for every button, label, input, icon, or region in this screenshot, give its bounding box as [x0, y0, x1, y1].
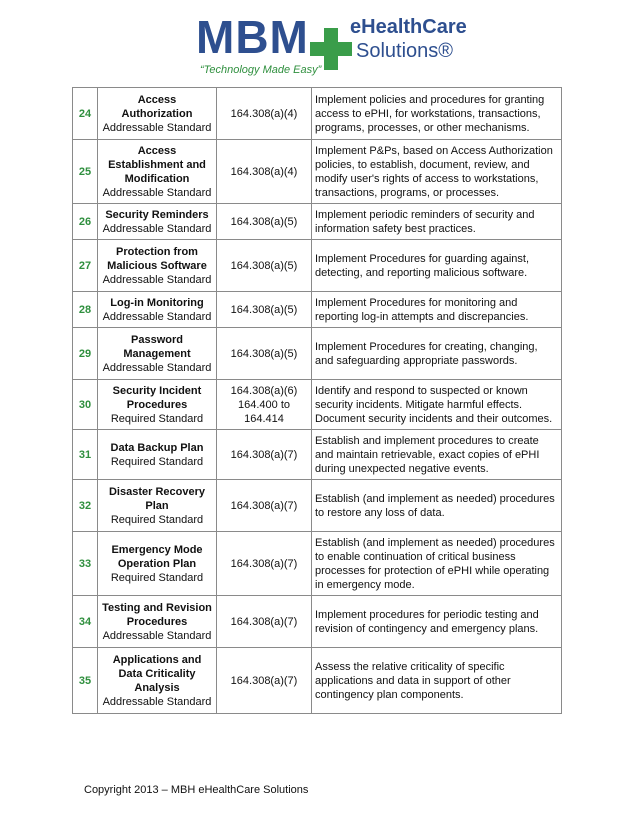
- row-number: 28: [73, 292, 98, 328]
- row-number: 34: [73, 596, 98, 648]
- regulation-reference: 164.308(a)(7): [217, 480, 312, 532]
- standard-name-cell: [98, 140, 217, 204]
- standard-name-cell: [98, 532, 217, 596]
- requirement-description: Implement Procedures for creating, changing, and safeguarding appropriate passwords.: [312, 328, 562, 380]
- standard-type: Required Standard: [110, 455, 204, 468]
- regulation-reference: 164.308(a)(5): [217, 292, 312, 328]
- table-row: [73, 480, 562, 532]
- standard-type: Addressable Standard: [102, 273, 212, 286]
- standard-type: Addressable Standard: [102, 629, 212, 642]
- standard-type: Addressable Standard: [102, 121, 212, 134]
- standard-type: Addressable Standard: [102, 222, 212, 235]
- standard-title: Disaster Recovery Plan: [108, 485, 205, 512]
- standard-name-cell: [98, 480, 217, 532]
- regulation-reference: 164.308(a)(7): [217, 532, 312, 596]
- standard-type: Addressable Standard: [102, 186, 212, 199]
- standard-type: Addressable Standard: [102, 310, 212, 323]
- standard-title: Access Establishment and Modification: [108, 144, 206, 185]
- regulation-reference: 164.308(a)(6) 164.400 to 164.414: [217, 380, 312, 430]
- standard-name-cell: [98, 328, 217, 380]
- regulation-reference: 164.308(a)(5): [217, 204, 312, 240]
- regulation-reference: 164.308(a)(7): [217, 596, 312, 648]
- standard-type: Required Standard: [110, 412, 204, 425]
- requirement-description: Establish (and implement as needed) procedures to restore any loss of data.: [312, 480, 562, 532]
- standard-title: Applications and Data Criticality Analysis: [112, 653, 202, 694]
- standard-name-cell: [98, 648, 217, 714]
- regulation-reference: 164.308(a)(4): [217, 88, 312, 140]
- standard-name-cell: [98, 240, 217, 292]
- row-number: 29: [73, 328, 98, 380]
- table-row: [73, 380, 562, 430]
- standard-title: Access Authorization: [121, 93, 193, 120]
- requirement-description: Implement Procedures for monitoring and reporting log-in attempts and discrepancies.: [312, 292, 562, 328]
- regulation-reference: 164.308(a)(5): [217, 240, 312, 292]
- table-row: [73, 648, 562, 714]
- standard-title: Security Incident Procedures: [112, 384, 202, 411]
- requirement-description: Implement procedures for periodic testing and revision of contingency and emergency plans.: [312, 596, 562, 648]
- table-row: [73, 430, 562, 480]
- header: [0, 8, 638, 78]
- table-row: [73, 204, 562, 240]
- standard-title: Emergency Mode Operation Plan: [111, 543, 203, 570]
- requirement-description: Implement P&Ps, based on Access Authorization policies, to establish, document, review, and modify user's rights of access to workstations, transactions, programs, or processes.: [312, 140, 562, 204]
- requirement-description: Establish (and implement as needed) procedures to enable continuation of critical business processes for protection of ePHI while operating in emergency mode.: [312, 532, 562, 596]
- standard-title: Security Reminders: [105, 208, 209, 221]
- regulation-reference: 164.308(a)(7): [217, 430, 312, 480]
- standard-name-cell: [98, 596, 217, 648]
- requirement-description: Establish and implement procedures to create and maintain retrievable, exact copies of ePHI during unexpected negative events.: [312, 430, 562, 480]
- table-row: [73, 292, 562, 328]
- tagline: “Technology Made Easy”: [200, 64, 322, 76]
- logo-solutions-text: Solutions®: [356, 40, 454, 62]
- standard-name-cell: [98, 88, 217, 140]
- regulation-reference: 164.308(a)(4): [217, 140, 312, 204]
- standard-name-cell: [98, 204, 217, 240]
- standard-type: Required Standard: [110, 571, 204, 584]
- requirement-description: Identify and respond to suspected or known security incidents. Mitigate harmful effects. Document security incidents and their outcomes.: [312, 380, 562, 430]
- row-number: 33: [73, 532, 98, 596]
- standards-table: [72, 87, 562, 714]
- standard-name-cell: [98, 292, 217, 328]
- footer-copyright: Copyright 2013 – MBH eHealthCare Solutions: [84, 784, 309, 796]
- standard-title: Protection from Malicious Software: [107, 245, 207, 272]
- standard-type: Addressable Standard: [102, 695, 212, 708]
- requirement-description: Implement policies and procedures for granting access to ePHI, for workstations, transactions, programs, processes, or other mechanisms.: [312, 88, 562, 140]
- table-row: [73, 240, 562, 292]
- table-row: [73, 596, 562, 648]
- logo-mbm-text: MBM: [196, 11, 309, 63]
- row-number: 26: [73, 204, 98, 240]
- table-row: [73, 140, 562, 204]
- table-row: [73, 88, 562, 140]
- regulation-reference: 164.308(a)(7): [217, 648, 312, 714]
- regulation-reference: 164.308(a)(5): [217, 328, 312, 380]
- requirement-description: Implement Procedures for guarding against, detecting, and reporting malicious software.: [312, 240, 562, 292]
- row-number: 27: [73, 240, 98, 292]
- row-number: 35: [73, 648, 98, 714]
- standard-name-cell: [98, 430, 217, 480]
- row-number: 30: [73, 380, 98, 430]
- table-row: [73, 328, 562, 380]
- standard-type: Required Standard: [110, 513, 204, 526]
- row-number: 32: [73, 480, 98, 532]
- row-number: 24: [73, 88, 98, 140]
- standard-title: Data Backup Plan: [110, 441, 204, 454]
- logo-ehealthcare-text: eHealthCare: [350, 16, 467, 38]
- standard-title: Log-in Monitoring: [110, 296, 204, 309]
- standard-title: Testing and Revision Procedures: [102, 601, 212, 628]
- standard-title: Password Management: [123, 333, 191, 360]
- requirement-description: Assess the relative criticality of specific applications and data in support of other contingency plan components.: [312, 648, 562, 714]
- requirement-description: Implement periodic reminders of security and information safety best practices.: [312, 204, 562, 240]
- table-row: [73, 532, 562, 596]
- row-number: 31: [73, 430, 98, 480]
- standard-type: Addressable Standard: [102, 361, 212, 374]
- standard-name-cell: [98, 380, 217, 430]
- row-number: 25: [73, 140, 98, 204]
